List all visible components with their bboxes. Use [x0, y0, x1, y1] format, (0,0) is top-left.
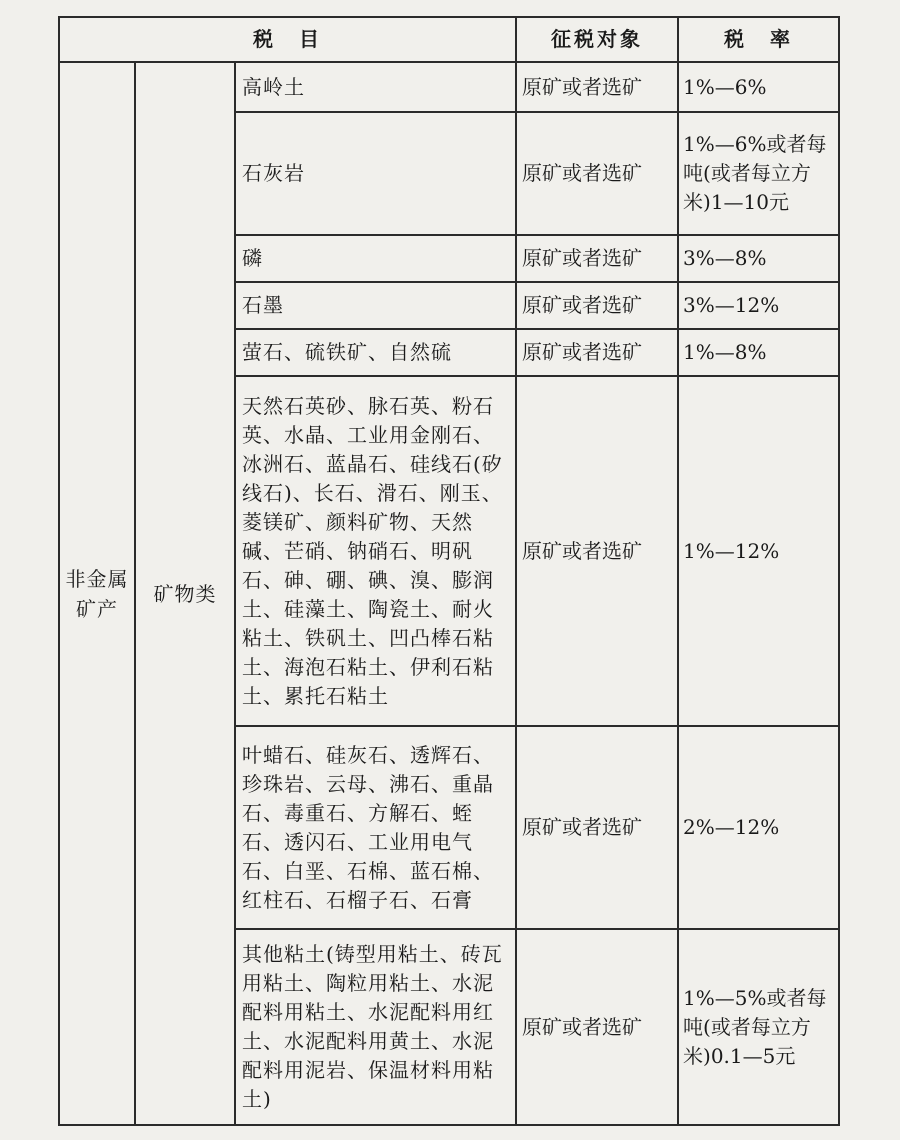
item-cell: 石墨 — [235, 282, 516, 329]
header-tax-item: 税 目 — [59, 17, 516, 62]
rate-cell: 1%—5%或者每吨(或者每立方米)0.1—5元 — [678, 929, 839, 1125]
rate-cell: 1%—6% — [678, 62, 839, 112]
rate-cell: 3%—8% — [678, 235, 839, 282]
object-cell: 原矿或者选矿 — [516, 235, 678, 282]
rate-cell: 2%—12% — [678, 726, 839, 929]
rate-cell: 1%—12% — [678, 376, 839, 726]
object-cell: 原矿或者选矿 — [516, 726, 678, 929]
object-cell: 原矿或者选矿 — [516, 112, 678, 235]
category-cell: 非金属矿产 — [59, 62, 135, 1125]
item-cell: 磷 — [235, 235, 516, 282]
object-cell: 原矿或者选矿 — [516, 929, 678, 1125]
rate-cell: 1%—6%或者每吨(或者每立方米)1—10元 — [678, 112, 839, 235]
item-cell: 萤石、硫铁矿、自然硫 — [235, 329, 516, 376]
object-cell: 原矿或者选矿 — [516, 282, 678, 329]
item-cell: 叶蜡石、硅灰石、透辉石、珍珠岩、云母、沸石、重晶石、毒重石、方解石、蛭石、透闪石、工业用电气石、白垩、石棉、蓝石棉、红柱石、石榴子石、石膏 — [235, 726, 516, 929]
header-tax-object: 征税对象 — [516, 17, 678, 62]
object-cell: 原矿或者选矿 — [516, 376, 678, 726]
rate-cell: 1%—8% — [678, 329, 839, 376]
object-cell: 原矿或者选矿 — [516, 62, 678, 112]
rate-cell: 3%—12% — [678, 282, 839, 329]
item-cell: 其他粘土(铸型用粘土、砖瓦用粘土、陶粒用粘土、水泥配料用粘土、水泥配料用红土、水泥配料用黄土、水泥配料用泥岩、保温材料用粘土) — [235, 929, 516, 1125]
tax-rate-table — [58, 16, 840, 1126]
subcategory-cell: 矿物类 — [135, 62, 235, 1125]
header-tax-rate: 税 率 — [678, 17, 839, 62]
item-cell: 高岭土 — [235, 62, 516, 112]
item-cell: 天然石英砂、脉石英、粉石英、水晶、工业用金刚石、冰洲石、蓝晶石、硅线石(矽线石)、长石、滑石、刚玉、菱镁矿、颜料矿物、天然碱、芒硝、钠硝石、明矾石、砷、硼、碘、溴、膨润土、硅藻土、陶瓷土、耐火粘土、铁矾土、凹凸棒石粘土、海泡石粘土、伊利石粘土、累托石粘土 — [235, 376, 516, 726]
table-header-row — [59, 17, 839, 62]
object-cell: 原矿或者选矿 — [516, 329, 678, 376]
item-cell: 石灰岩 — [235, 112, 516, 235]
table-row — [59, 62, 839, 112]
